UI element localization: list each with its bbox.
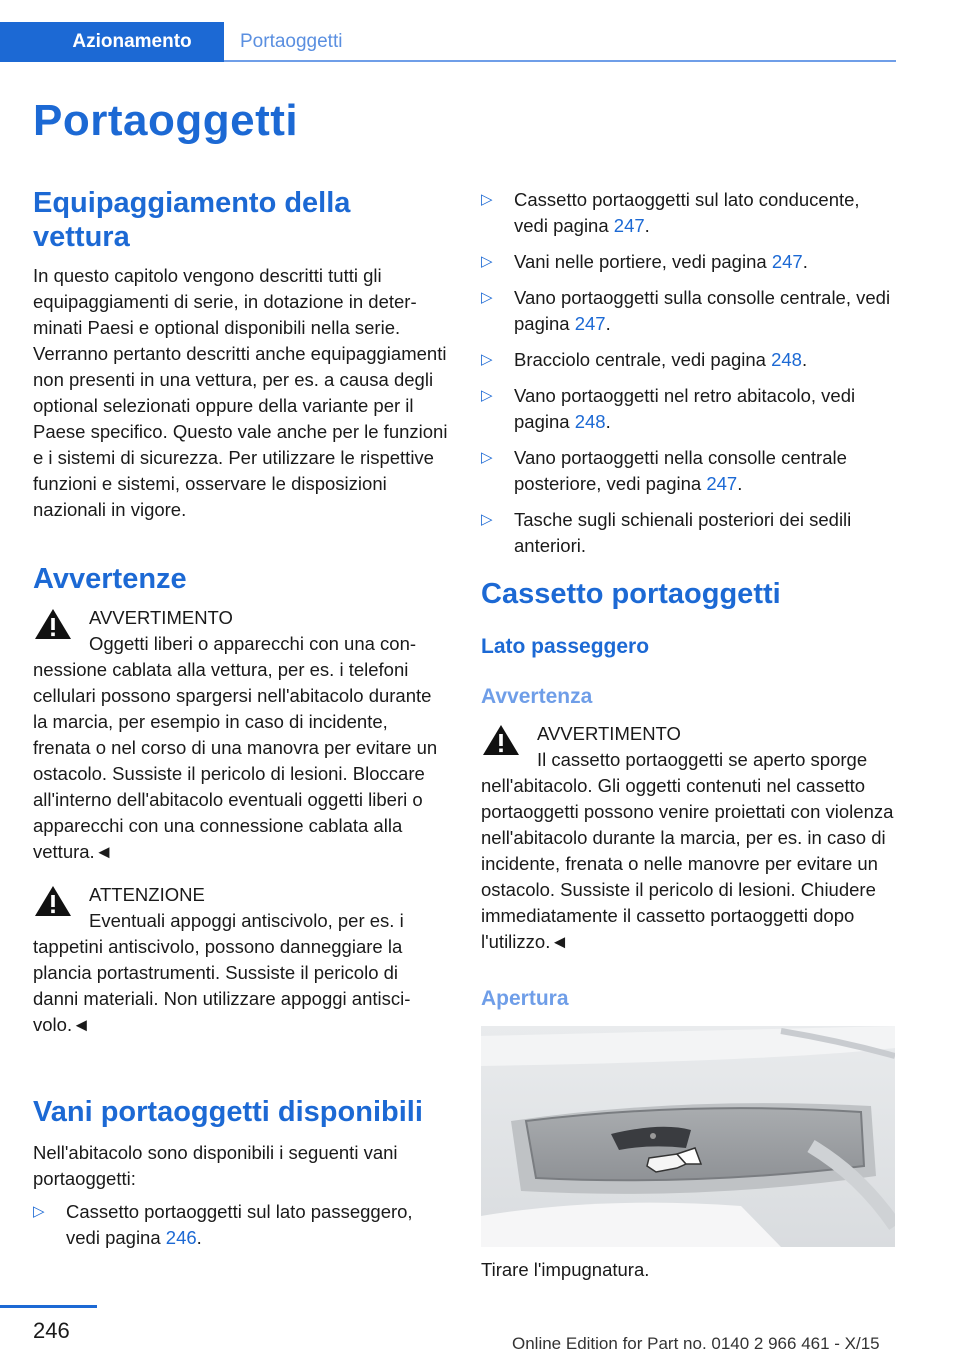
- equipment-heading: Equipaggiamento della vettura: [33, 187, 351, 253]
- list-item: ▷ Vani nelle portiere, vedi pagina 247.: [481, 249, 896, 275]
- list-item: ▷ Bracciolo centrale, vedi pagina 248.: [481, 347, 896, 373]
- bullet-icon: ▷: [481, 253, 493, 270]
- warning-1-text: Oggetti liberi o apparecchi con una connessione cablata alla vettura, per es. i telefoni cellulari possono spargersi nell'abitacolo durante la marcia, per esempio in caso di incidente, frenata o nel corso di una manovra per evitare un ostacolo. Sussiste il pericolo di lesioni. Bloccare all'interno dell'abitacolo eventuali oggetti liberi o apparecchi con una connessione cablata alla vettura.◄: [33, 633, 438, 862]
- warning-triangle-icon: [33, 884, 73, 920]
- warnings-heading: Avvertenze: [33, 563, 187, 595]
- page-link[interactable]: 247: [574, 313, 606, 334]
- warning-block-3: [481, 721, 895, 955]
- bullet-icon: ▷: [481, 351, 493, 368]
- equipment-text: In questo capitolo vengono descritti tutti gli equipaggiamenti di serie, in dotazione in determinati Paesi e optional disponibili nella serie. Verranno pertanto descritti anche equipaggiamenti non presenti in una vettura, per es. a causa degli optional selezionati oppure della variante per il Paese specifico. Questo vale anche per le funzioni e i sistemi di sicurezza. Per utilizzare le rispettive funzioni e sistemi, osservare le disposizioni nazionali in vigore.: [33, 265, 448, 520]
- warning-triangle-icon: [33, 607, 73, 643]
- warning-1-title: AVVERTIMENTO: [89, 607, 233, 628]
- list-item-text: Vani nelle portiere, vedi pagina: [514, 251, 767, 272]
- page-title: Portaoggetti: [33, 96, 299, 145]
- list-item: ▷ Cassetto portaoggetti sul lato passeggero, vedi pagina 246.: [33, 1201, 413, 1248]
- list-item: ▷ Vano portaoggetti nel retro abitacolo, vedi pagina 248.: [481, 385, 856, 432]
- warning-3-title: AVVERTIMENTO: [537, 723, 681, 744]
- header-divider: [224, 60, 896, 62]
- list-item: ▷ Vano portaoggetti nella consolle centrale posteriore, vedi pagina 247.: [481, 447, 847, 494]
- bullet-icon: ▷: [481, 449, 493, 466]
- warning-2-title: ATTENZIONE: [89, 884, 205, 905]
- passenger-side-heading: Lato passeggero: [481, 635, 650, 658]
- breadcrumb-section[interactable]: Azionamento: [0, 22, 224, 62]
- bullet-icon: ▷: [481, 191, 493, 208]
- breadcrumb-chapter[interactable]: Portaoggetti: [240, 31, 343, 52]
- list-item-text: Tasche sugli schienali posteriori dei sedili anteriori.: [514, 509, 852, 556]
- page-link[interactable]: 248: [574, 411, 606, 432]
- page-link[interactable]: 247: [613, 215, 645, 236]
- list-item-text: Cassetto portaoggetti sul lato conducente, vedi pagina: [514, 189, 860, 236]
- page-link[interactable]: 246: [165, 1227, 197, 1248]
- opening-heading: Apertura: [481, 987, 569, 1010]
- page-link[interactable]: 247: [706, 473, 738, 494]
- warning-block-1: [33, 605, 448, 865]
- bullet-icon: ▷: [481, 511, 493, 528]
- warning-subheading: Avvertenza: [481, 685, 593, 708]
- storage-list-left: [33, 1199, 448, 1261]
- page-link[interactable]: 247: [771, 251, 803, 272]
- list-item: ▷ Vano portaoggetti sulla consolle centrale, vedi pagina 247.: [481, 287, 891, 334]
- list-item: [481, 507, 896, 559]
- list-item-text: Vano portaoggetti sulla consolle centrale, vedi pagina: [514, 287, 891, 334]
- warning-triangle-icon: [481, 723, 521, 759]
- storage-intro: Nell'abitacolo sono disponibili i seguenti vani portaoggetti:: [33, 1142, 398, 1189]
- glovebox-photo: [481, 1026, 895, 1247]
- list-item-text: Vano portaoggetti nella consolle centrale posteriore, vedi pagina: [514, 447, 847, 494]
- list-item-text: Bracciolo centrale, vedi pagina: [514, 349, 766, 370]
- header-bar: [0, 0, 960, 62]
- warning-3-text: Il cassetto portaoggetti se aperto sporge nell'abitacolo. Gli oggetti contenuti nel cassetto portaoggetti possono venire proiettati con violenza nell'abitacolo durante la marcia, per es. in caso di incidente, frenata o nelle manovre per evitare un ostacolo. Sussiste il pericolo di lesioni. Chiudere immediatamente il cassetto portaoggetti dopo l'utilizzo.◄: [481, 749, 894, 952]
- list-item: ▷ Cassetto portaoggetti sul lato conducente, vedi pagina 247.: [481, 189, 860, 236]
- edition-note: Online Edition for Part no. 0140 2 966 461 - X/15: [512, 1334, 880, 1353]
- glovebox-heading: Cassetto portaoggetti: [481, 578, 781, 610]
- list-item-text: Cassetto portaoggetti sul lato passeggero, vedi pagina: [66, 1201, 413, 1248]
- storage-list-right: [481, 187, 896, 569]
- warning-2-text: Eventuali appoggi antiscivolo, per es. i tappetini antiscivolo, possono danneggiare la plancia portastrumenti. Sussiste il pericolo di danni materiali. Non utilizzare appoggi antiscivolo.◄: [33, 910, 411, 1035]
- warning-block-2: [33, 882, 448, 1038]
- list-item-text: Vano portaoggetti nel retro abitacolo, vedi pagina: [514, 385, 856, 432]
- bullet-icon: ▷: [481, 387, 493, 404]
- image-caption: Tirare l'impugnatura.: [481, 1259, 650, 1280]
- bullet-icon: ▷: [481, 289, 493, 306]
- storage-heading: Vani portaoggetti disponibili: [33, 1096, 423, 1128]
- footer-rule: [0, 1305, 97, 1308]
- page-number: 246: [33, 1318, 70, 1343]
- bullet-icon: ▷: [33, 1203, 45, 1220]
- page-link[interactable]: 248: [771, 349, 802, 370]
